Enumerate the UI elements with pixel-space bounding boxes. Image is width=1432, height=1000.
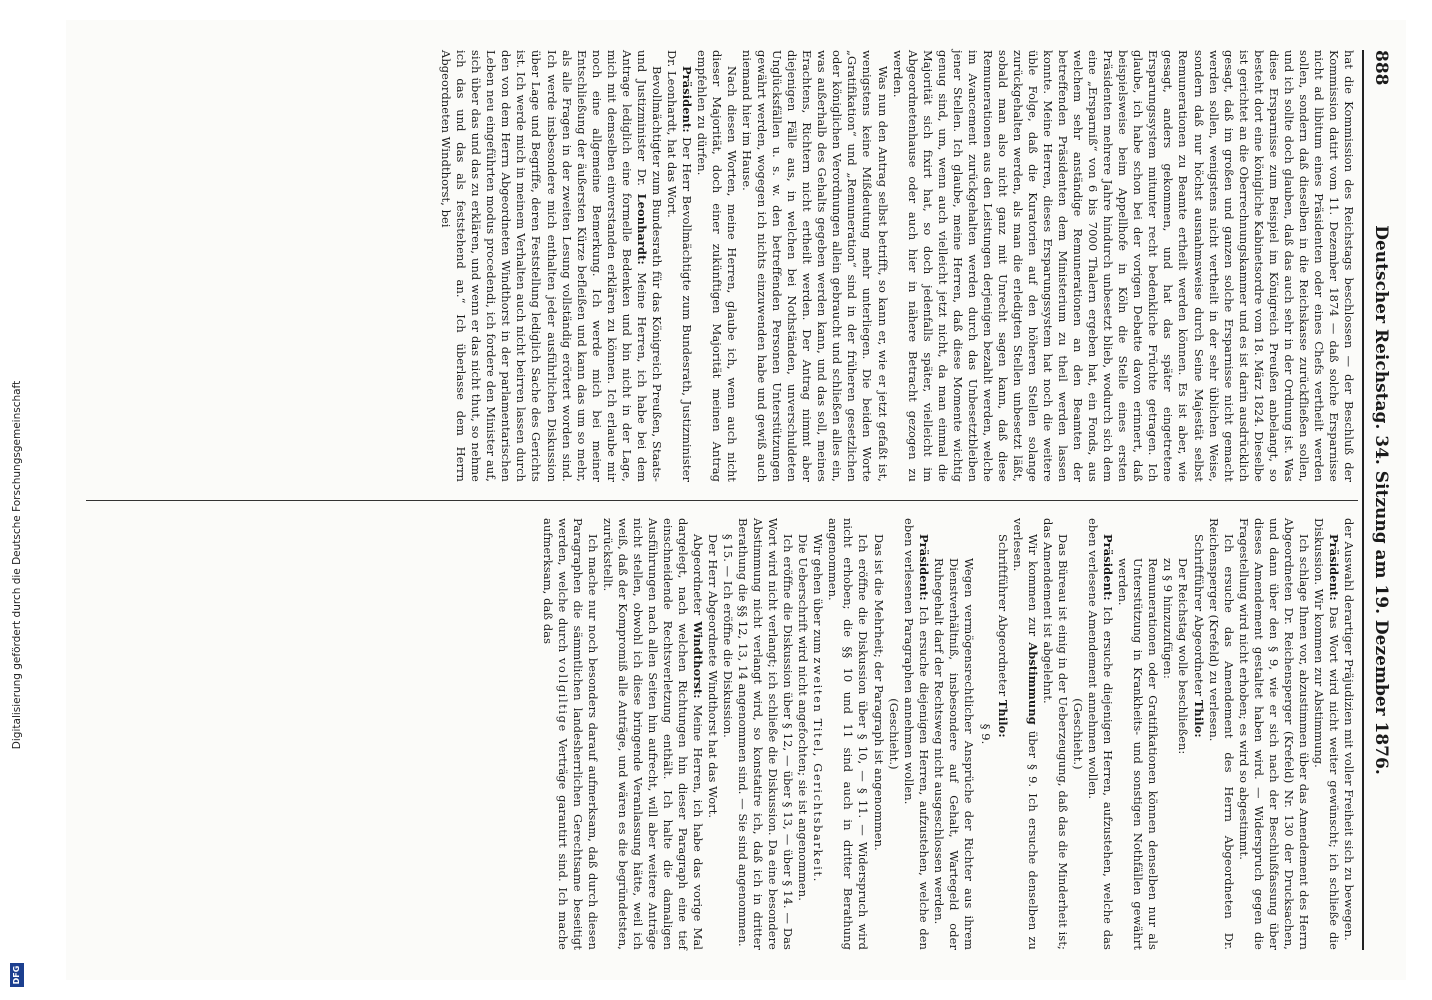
paragraph: § 9. — [978, 723, 993, 745]
paragraph: Der Herr Abgeordnete Windthorst hat das Wort. — [706, 534, 721, 819]
paragraph: Wir gehen über zum zweiten Titel, Gerichtsbarkeit. — [811, 534, 826, 882]
paragraph: (Geschieht.) — [1071, 698, 1086, 770]
footer-credit: Digitalisierung gefördert durch die Deutsche Forschungsgemeinschaft — [11, 380, 23, 750]
column-divider — [86, 500, 1358, 501]
paragraph: hat die Kommission des Reichstags beschlossen — der Beschluß der Kommission datirt vom 11. Dezember 1874 — daß solche Ersparnisse nicht ad libitum eines Präsidenten oder eines Chefs vertheilt werden sollen, sondern daß dieselben in die Reichskasse zurückfließen sollen, und ich sollte doch glauben, daß das auch sehr in der Ordnung ist. Was diese Ersparnisse zum Beispiel im Königreich Preußen anbelangt, so besteht dort eine königliche Kabinetsordre vom 18. März 1824. Dieselbe ist gerichtet an die Oberrechnungskammer und es ist darin ausdrücklich gesagt, daß im großen und ganzen solche Ersparnisse nicht gemacht werden sollen, wenigstens nicht vertheilt in der sehr üblichen Weise, sondern daß nur höchst ausnahmsweise durch Seine Majestät selbst Remunerationen zu Beamte ertheilt werden können. Es ist aber, wie gesagt, anders gekommen, und hat das später eingetretene Ersparungssystem mitunter recht bedenkliche Früchte getragen. Ich glaube, ich habe schon bei der vorigen Debatte davon erinnert, daß beispielsweise beim Appellhofe in Köln die Stelle eines ersten Präsidenten mehrere Jahre hindurch unbesetzt blieb, wodurch sich dem eine „Ersparniß“ von 6 bis 7000 Thalern ergeben hat, ein Fonds, aus welchem sehr anständige Remunerationen an den Beamten der betreffenden Präsidenten dem Ministerium zu theil werden lassen konnte. Meine Herren, dieses Ersparungssystem hat noch die weitere üble Folge, daß die Kuratorien auf den höheren Stellen solange zurückgehalten werden, als man die erledigten Stellen unbesetzt läßt, sobald man also nicht ganz mit Unrecht sagen kann, daß diese Remunerationen aus den Leistungen derjenigen bezahlt werden, welche im Avancement zurückgehalten werden durch das Unbesetztbleiben jener Stellen. Ich glaube, meine Herren, daß diese Momente wichtig genug sind, um, wenn auch vielleicht jetzt nicht, da man einmal die Majorität sich fixirt hat, so doch jedenfalls später, vielleicht im Abgeordnetenhause oder auch hier in nähere Betracht gezogen zu werden. — [890, 50, 1356, 482]
paragraph: Ich ersuche das Amendement des Herrn Abgeordneten Dr. Reichensperger (Krefeld) zu verlesen. — [1206, 518, 1236, 950]
paragraph: Präsident: Der Herr Bevollmächtigte zum Bundesrath, Justizminister Dr. Leonhardt, hat das Wort. — [664, 50, 694, 482]
paragraph: Präsident: Ich ersuche diejenigen Herren, aufzustehen, welche das eben verlesene Amendement annehmen wollen. — [1086, 518, 1116, 950]
paragraph: Ich mache nur noch besonders darauf aufmerksam, daß durch diesen Paragraphen die sämmtlichen landesherrlichen Gerechtsame beseitigt werden, welche durch vollgiltige Verträge garantirt sind. Ich mache aufmerksam, daß das — [540, 518, 600, 950]
left-column — [86, 50, 1356, 482]
paragraph: (Geschieht.) — [886, 698, 901, 770]
paragraph: Was nun den Antrag selbst betrifft, so kann er, wie er jetzt gefaßt ist, wenigstens keine Mißdeutung mehr unterliegen. Die beiden Worte „Gratifikation“ und „Remuneration“ sind in der früheren gesetzlichen oder königlichen Verordnungen allein gebraucht und schließen alles ein, was außerhalb des Gehalts gegeben werden kann, und das soll, meines Erachtens, Richtern nicht ertheilt werden. Der Antrag nimmt aber diejenigen Fälle aus, in welchen bei Nothständen, unverschuldeten Unglücksfällen u. s. w. den betreffenden Personen Unterstützungen gewährt werden, wogegen ich nichts einzuwenden habe und gewiß auch niemand hier im Hause. — [740, 50, 890, 482]
paragraph: Das ist die Mehrheit; der Paragraph ist angenommen. — [871, 534, 886, 851]
paragraph: Bevollmächtigter zum Bundesrath für das Königreich Preußen, Staats- und Justizminister Dr. Leonhardt: Meine Herren, ich habe bei dem Antrage lediglich eine formelle Bedenken und bin nicht in der Lage, mich mit demselben einverstanden erklären zu können. Ich erlaube mir noch eine allgemeine Bemerkung. Ich werde mich bei meiner Entschließung der äußersten Kürze befleißen und kann das um so mehr, als alle Fragen in der zweiten Lesung vollständig erörtert worden sind. Ich werde insbesondere mich enthalten jeder ausführlichen Diskussion über Lage und Begriffe, deren Feststellung lediglich Sache des Gerichts ist. Ich werde mich in meinem Verhalten auch nicht beirren lassen durch den von dem Herrn Abgeordneten Windthorst in der parlamentarischen Leben neu eingeführten modus procedendi, ich fordere den Minister auf, sich über das und das zu erklären, und wenn er das nicht thut, so nehme ich das und das als feststehend an.“ Ich überlasse dem Herrn Abgeordneten Windthorst, bei — [439, 50, 664, 482]
paragraph: Der Reichstag wolle beschließen: zu § 9 hinzuzufügen: Remunerationen oder Gratifikationen können denselben nur als Unterstützung in Krankheits- und sonstigen Nothfällen gewährt werden. — [1116, 558, 1191, 950]
paragraph: der Auswahl derartiger Präjudizien mit voller Freiheit sich zu bewegen. — [1342, 518, 1356, 941]
paragraph: Das Büreau ist einig in der Ueberzeugung, daß das die Minderheit ist; das Amendement ist abgelehnt. — [1041, 518, 1071, 950]
page-title: Deutscher Reichstag. 34. Sitzung am 19. Dezember 1876. — [1371, 225, 1391, 775]
paragraph: Die Ueberschrift wird nicht angefochten; sie ist angenommen. — [796, 534, 811, 901]
paragraph: Ich schlage Ihnen vor, abzustimmen über das Amendement des Herrn Abgeordneten Dr. Reichensperger (Krefeld) Nr. 130 der Drucksachen, und dann über den § 9, wie er sich nach der Beschlußfassung über dieses Amendement gestaltet haben wird. — Widerspruch gegen die Fragestellung wird nicht erhoben; es wird so abgestimmt. — [1236, 518, 1311, 950]
paragraph: Schriftführer Abgeordneter Thilo: — [995, 534, 1010, 738]
document-page — [66, 20, 1406, 980]
paragraph: Abgeordneter Windthorst: Meine Herren, ich habe das vorige Mal dargelegt, nach welchen Richtungen hin dieser Paragraph eine tief einschneidende Rechtsverletzung enthält. Ich halte die damaligen Ausführungen nach allen Seiten hin aufrecht, will aber weitere Anträge nicht stellen, obwohl ich diese bringende Veranlassung hätte, weil ich weiß, daß der Kompromiß alle Anträge, und wären es die begründetsten, zurückstellt. — [600, 518, 705, 950]
paragraph: Präsident: Ich ersuche diejenigen Herren, aufzustehen, welche den eben verlesenen Paragraphen annehmen wollen. — [901, 518, 931, 950]
paragraph: § 15. — Ich eröffne die Diskussion. — [721, 534, 736, 738]
digitization-footer — [0, 0, 34, 1000]
paragraph: Ich eröffne die Diskussion über § 10, — § 11. — Widerspruch wird nicht erhoben; die §§ 10 und 11 sind auch in dritter Berathung angenommen. — [826, 518, 871, 950]
paragraph: Präsident: Das Wort wird nicht weiter gewünscht; ich schließe die Diskussion. Wir kommen zur Abstimmung. — [1311, 518, 1341, 950]
paragraph: Wir kommen zur Abstimmung über § 9. Ich ersuche denselben zu verlesen. — [1010, 518, 1041, 950]
right-column — [86, 518, 1356, 950]
paragraph: Ich eröffne die Diskussion über § 12, — über § 13, — über § 14. — Das Wort wird nicht verlangt; ich schließe die Diskussion. Da eine besondere Abstimmung nicht verlangt wird, so konstatire ich, daß ich in dritter Berathung die §§ 12, 13, 14 angenommen sind. — Sie sind angenommen. — [736, 518, 796, 950]
page-header — [1362, 50, 1398, 950]
paragraph: Schriftführer Abgeordneter Thilo: — [1191, 534, 1206, 738]
page-number: 888 — [1371, 50, 1391, 86]
paragraph: Nach diesen Worten, meine Herren, glaube ich, wenn auch nicht dieser Majorität, doch einer zukünftigen Majorität meinen Antrag empfehlen zu dürfen. — [694, 50, 740, 482]
paragraph: Wegen vermögensrechtlicher Ansprüche der Richter aus ihrem Dienstverhältniß, insbesondere auf Gehalt, Wartegeld oder Ruhegehalt darf der Rechtsweg nicht ausgeschlossen werden. — [931, 558, 976, 950]
dfg-logo: DFG — [10, 963, 24, 987]
